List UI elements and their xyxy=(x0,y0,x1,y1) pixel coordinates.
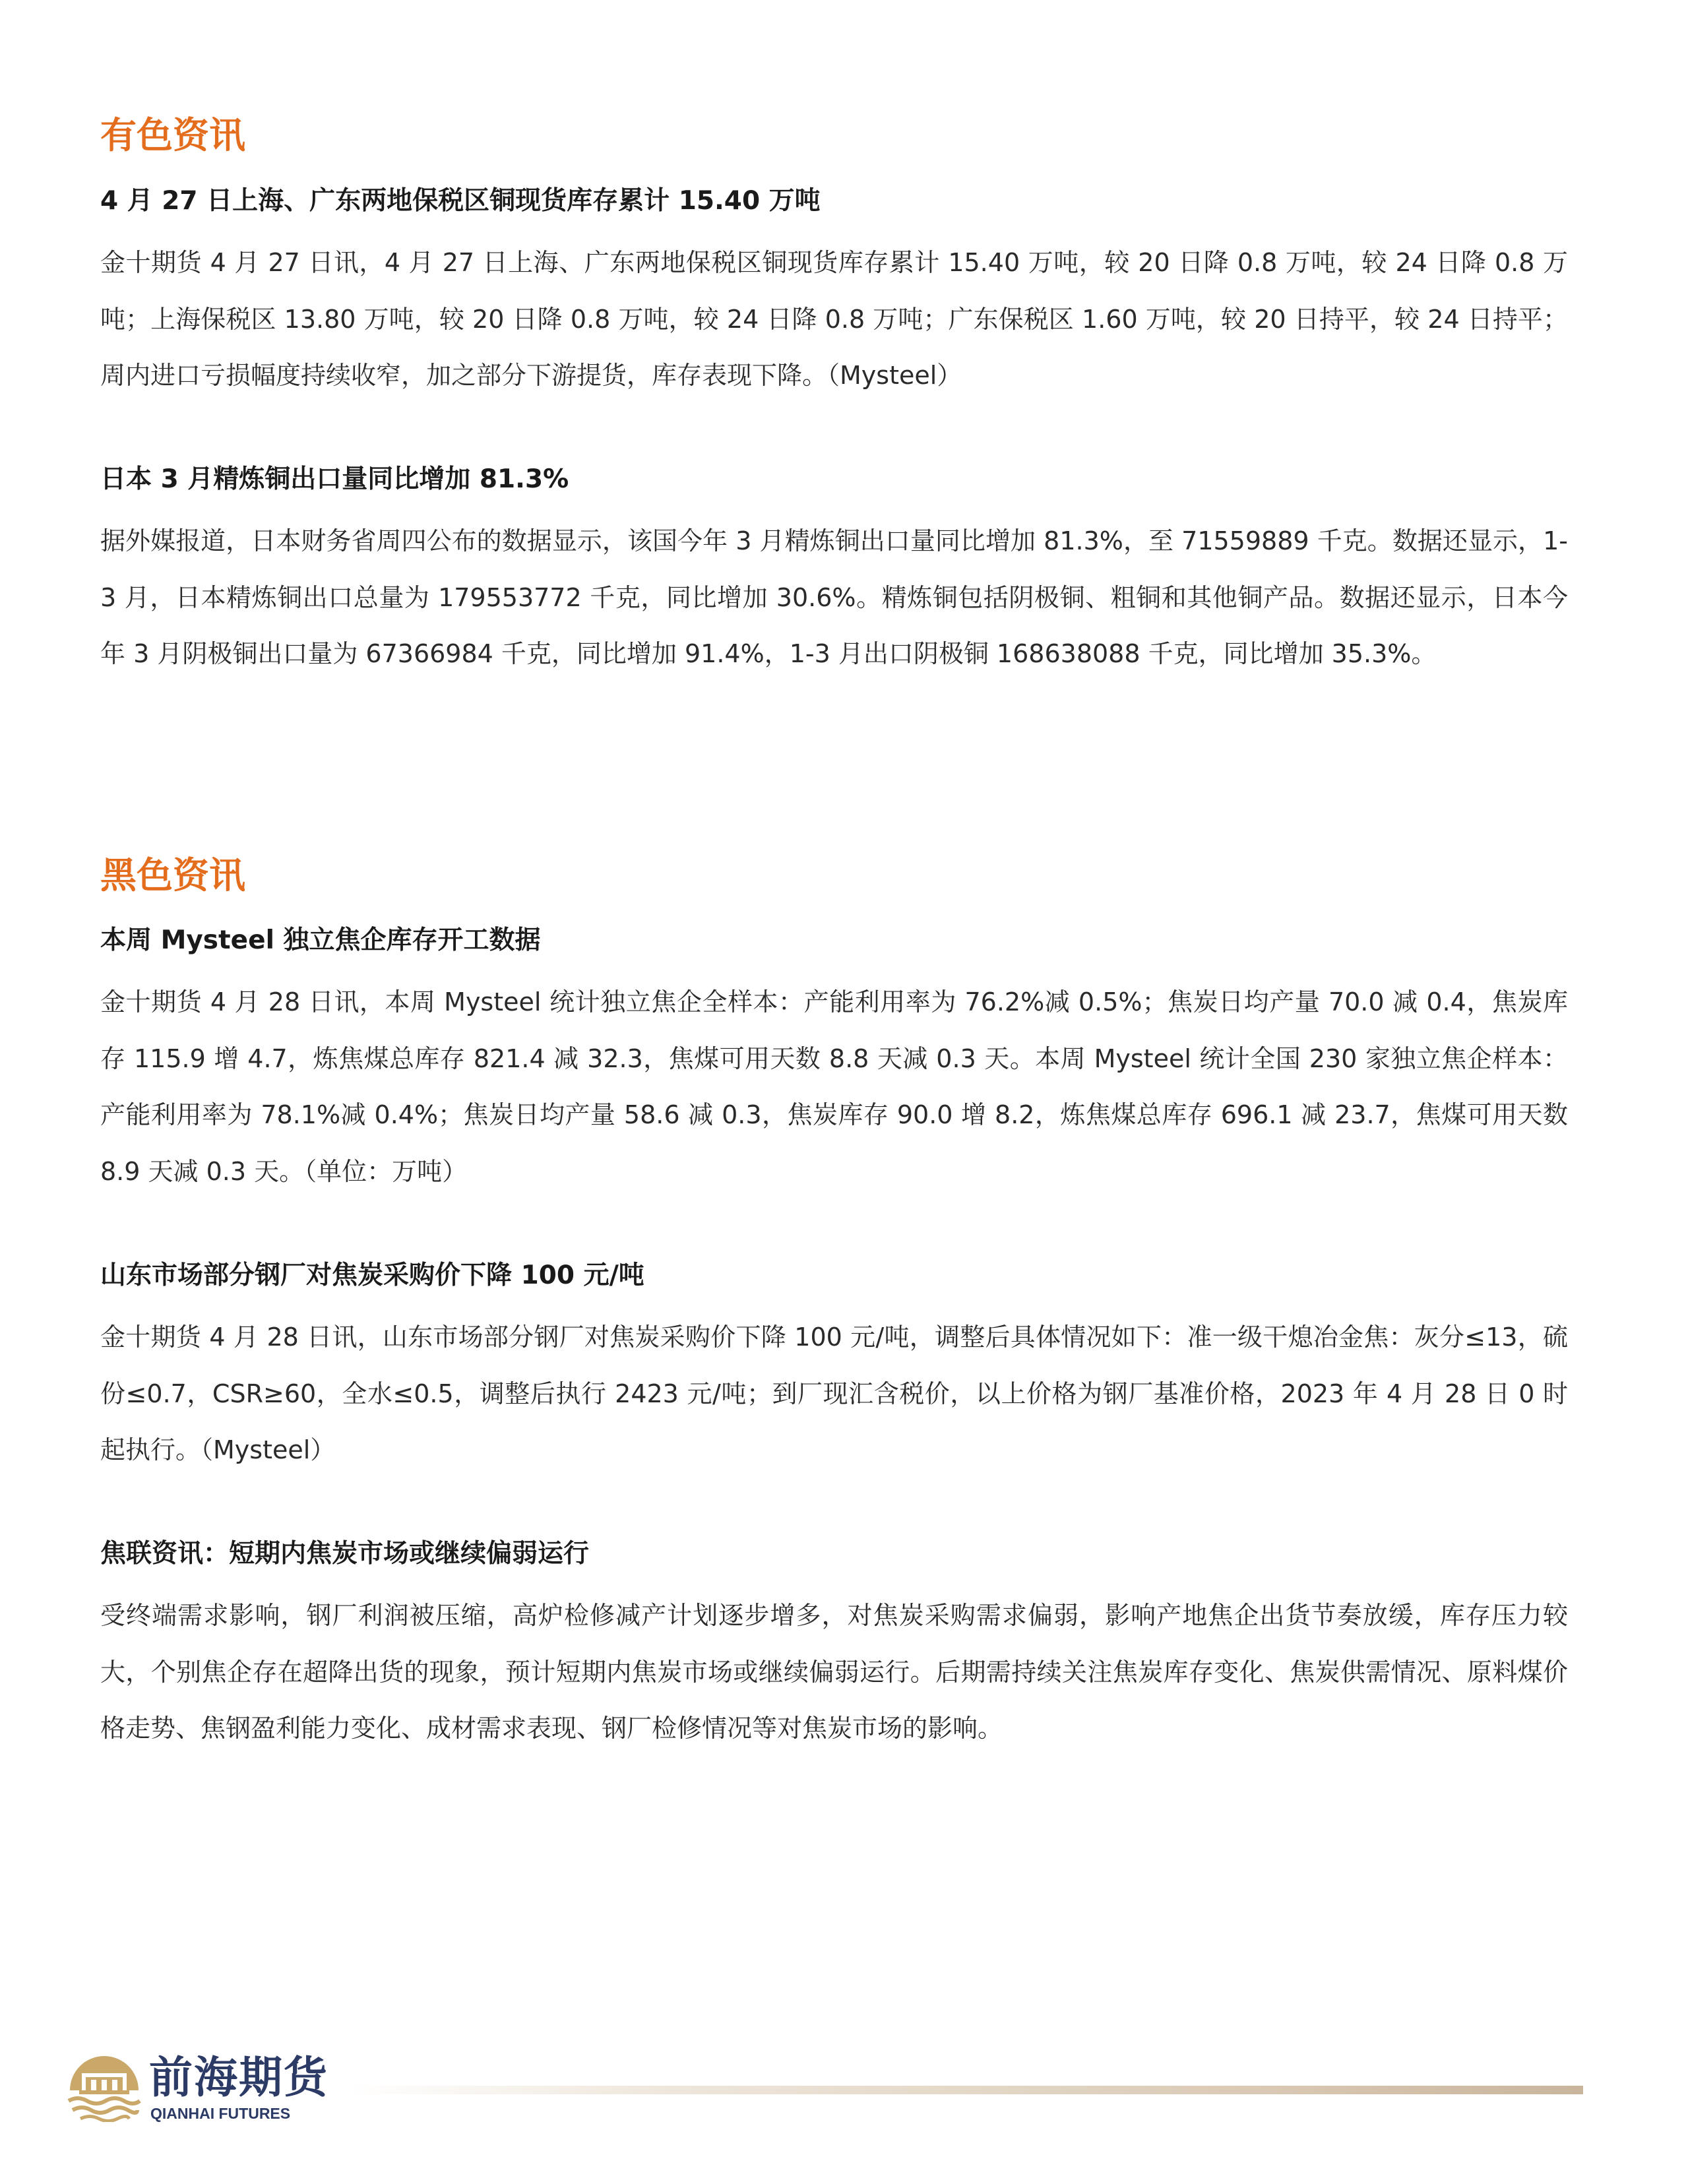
article-shandong-coke-price xyxy=(100,1259,1568,1479)
article-body: 金十期货 4 月 28 日讯，山东市场部分钢厂对焦炭采购价下降 100 元/吨，调整后具体情况如下：准一级干熄冶金焦：灰分≤13，硫份≤0.7，CSR≥60，全水≤0.5，调整后执行 2423 元/吨；到厂现汇含税价，以上价格为钢厂基准价格，2023 年 4 月 28 日 0 时起执行。（Mysteel） xyxy=(100,1323,1568,1464)
qianhai-logo-icon xyxy=(66,2049,142,2122)
article-title: 山东市场部分钢厂对焦炭采购价下降 100 元/吨 xyxy=(100,1261,644,1290)
article-japan-copper-exports xyxy=(100,462,1568,683)
article-body: 金十期货 4 月 28 日讯，本周 Mysteel 统计独立焦企全样本：产能利用率为 76.2%减 0.5%；焦炭日均产量 70.0 减 0.4，焦炭库存 115.9 增 4.7，炼焦煤总库存 821.4 减 32.3，焦煤可用天数 8.8 天减 0.3 天。本周 Mysteel 统计全国 230 家独立焦企样本：产能利用率为 78.1%减 0.4%；焦炭日均产量 58.6 减 0.3，焦炭库存 90.0 增 8.2，炼焦煤总库存 696.1 减 23.7，焦煤可用天数 8.9 天减 0.3 天。（单位：万吨） xyxy=(100,987,1568,1186)
article-body: 受终端需求影响，钢厂利润被压缩，高炉检修减产计划逐步增多，对焦炭采购需求偏弱，影响产地焦企出货节奏放缓，库存压力较大，个别焦企存在超降出货的现象，预计短期内焦炭市场或继续偏弱运行。后期需持续关注焦炭库存变化、焦炭供需情况、原料煤价格走势、焦钢盈利能力变化、成材需求表现、钢厂检修情况等对焦炭市场的影响。 xyxy=(100,1601,1568,1743)
article-title: 焦联资讯：短期内焦炭市场或继续偏弱运行 xyxy=(100,1539,590,1569)
section-title-nonferrous: 有色资讯 xyxy=(100,114,246,156)
logo-text-english: QIANHAI FUTURES xyxy=(150,2105,291,2122)
page-footer xyxy=(0,2035,1688,2134)
logo-text-chinese: 前海期货 xyxy=(149,2051,328,2103)
article-coking-inventory xyxy=(100,923,1568,1200)
footer-divider xyxy=(350,2086,1583,2094)
article-title: 本周 Mysteel 独立焦企库存开工数据 xyxy=(100,925,541,955)
article-coke-market-outlook xyxy=(100,1537,1568,1757)
section-title-ferrous: 黑色资讯 xyxy=(100,854,246,896)
article-body: 金十期货 4 月 27 日讯，4 月 27 日上海、广东两地保税区铜现货库存累计 15.40 万吨，较 20 日降 0.8 万吨，较 24 日降 0.8 万吨；上海保税区 13.80 万吨，较 20 日降 0.8 万吨，较 24 日降 0.8 万吨；广东保税区 1.60 万吨，较 20 日持平，较 24 日持平；周内进口亏损幅度持续收窄，加之部分下游提货，库存表现下降。（Mysteel） xyxy=(100,248,1568,390)
article-title: 4 月 27 日上海、广东两地保税区铜现货库存累计 15.40 万吨 xyxy=(100,186,821,216)
article-copper-bonded-inventory xyxy=(100,184,1568,404)
article-title: 日本 3 月精炼铜出口量同比增加 81.3% xyxy=(100,464,569,494)
article-body: 据外媒报道，日本财务省周四公布的数据显示，该国今年 3 月精炼铜出口量同比增加 81.3%，至 71559889 千克。数据还显示，1-3 月，日本精炼铜出口总量为 179553772 千克，同比增加 30.6%。精炼铜包括阴极铜、粗铜和其他铜产品。数据还显示，日本今年 3 月阴极铜出口量为 67366984 千克，同比增加 91.4%，1-3 月出口阴极铜 168638088 千克，同比增加 35.3%。 xyxy=(100,526,1568,668)
